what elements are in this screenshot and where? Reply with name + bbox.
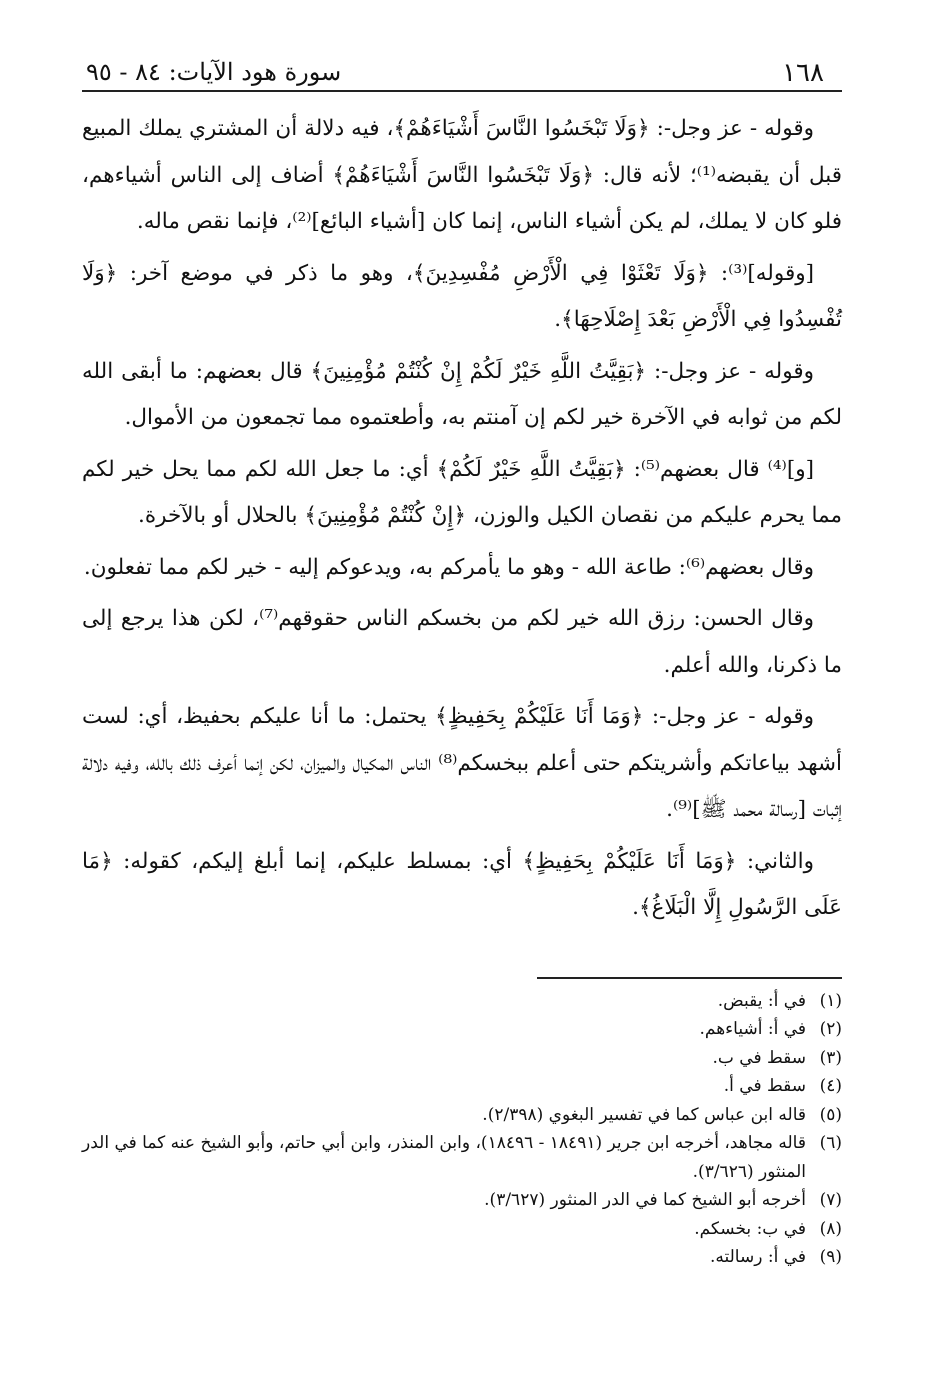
footnote [82, 1215, 842, 1244]
book-page [82, 52, 842, 1272]
footnote-text: في أ: يقبض. [717, 990, 806, 1011]
footnote-text: في أ: أشياءهم. [699, 1019, 806, 1039]
footnote-number: (٧) [819, 1190, 842, 1210]
running-title: سورة هود الآيات: ٨٤ - ٩٥ [86, 58, 342, 86]
paragraph: [وقوله]⁽³⁾: ﴿وَلَا تَعْثَوْا فِي الْأَرْضِ مُفْسِدِينَ﴾، وهو ما ذكر في موضع آخر: ﴿وَلَا تُفْسِدُوا فِي الْأَرْضِ بَعْدَ إِصْلَاحِهَا﴾. [82, 260, 842, 332]
footnote [82, 987, 842, 1016]
footnote-number: (٣) [819, 1047, 842, 1068]
footnote-text: سقط في ب. [712, 1047, 806, 1068]
paragraph: [و]⁽⁴⁾ قال بعضهم⁽⁵⁾: ﴿بَقِيَّتُ اللَّهِ خَيْرٌ لَكُمْ﴾ أي: ما جعل الله لكم مما يحل خير لكم مما يحرم عليكم من نقصان الكيل والوزن، ﴿إِنْ كُنْتُمْ مُؤْمِنِينَ﴾ بالحلال أو بالآخرة. [82, 456, 842, 528]
footnote [82, 1243, 842, 1272]
footnote-text: سقط في أ. [723, 1076, 806, 1096]
paragraph: والثاني: ﴿وَمَا أَنَا عَلَيْكُمْ بِحَفِيظٍ﴾ أي: بمسلط عليكم، إنما أبلغ إليكم، كقوله: ﴿مَا عَلَى الرَّسُولِ إِلَّا الْبَلَاغُ﴾. [82, 848, 842, 920]
footnote [82, 1186, 842, 1215]
paragraph: وقوله - عز وجل-: ﴿بَقِيَّتُ اللَّهِ خَيْرٌ لَكُمْ إِنْ كُنْتُمْ مُؤْمِنِينَ﴾ قال بعضهم: ما أبقى الله لكم من ثوابه في الآخرة خير لكم إن آمنتم به، وأطعتموه مما تجمعون من الأموال. [82, 358, 842, 430]
page-number: ١٦٨ [782, 58, 824, 88]
footnote-number: (١) [819, 990, 842, 1011]
footnote-text: في أ: رسالته. [709, 1247, 806, 1267]
paragraph: وقوله - عز وجل-: ﴿وَلَا تَبْخَسُوا النَّاسَ أَشْيَاءَهُمْ﴾، فيه دلالة أن المشتري يملك المبيع قبل أن يقبضه⁽¹⁾؛ لأنه قال: ﴿وَلَا تَبْخَسُوا النَّاسَ أَشْيَاءَهُمْ﴾ أضاف إلى الناس أشياءهم، فلو كان لا يملك، لم يكن أشياء الناس، إنما كان [أشياء البائع]⁽²⁾، فإنما نقص ماله. [82, 116, 842, 234]
footnote-text: قاله ابن عباس كما في تفسير البغوي (٢/٣٩٨). [482, 1104, 806, 1125]
footnote [82, 1015, 842, 1044]
footnote-divider [537, 977, 842, 979]
paragraph: وقال الحسن: رزق الله خير لكم من بخسكم الناس حقوقهم⁽⁷⁾، لكن هذا يرجع إلى ما ذكرنا، والله أعلم. [82, 606, 842, 678]
footnote-text: في ب: بخسكم. [694, 1218, 806, 1239]
footnote [82, 1044, 842, 1073]
footnote-number: (٨) [819, 1218, 842, 1239]
footnote-number: (٤) [819, 1076, 842, 1096]
footnote-number: (٢) [819, 1019, 842, 1039]
footnote-text: أخرجه أبو الشيخ كما في الدر المنثور (٣/٦٢٧). [484, 1190, 806, 1210]
main-text [82, 106, 842, 932]
footnote [82, 1101, 842, 1130]
footnote [82, 1072, 842, 1101]
footnote-number: (٦) [819, 1133, 842, 1153]
page-header [82, 52, 842, 92]
paragraph: وقال بعضهم⁽⁶⁾: طاعة الله - وهو ما يأمركم به، ويدعوكم إليه - خير لكم مما تفعلون. [83, 554, 814, 580]
footnote-text: قاله مجاهد، أخرجه ابن جرير (١٨٤٩١ - ١٨٤٩٦)، وابن المنذر، وابن أبي حاتم، وأبو الشيخ عنه كما في الدر المنثور (٣/٦٢٦). [82, 1133, 806, 1182]
footnote-number: (٥) [819, 1104, 842, 1125]
footnote [82, 1129, 842, 1186]
footnote-number: (٩) [819, 1247, 842, 1267]
paragraph: وقوله - عز وجل-: ﴿وَمَا أَنَا عَلَيْكُمْ بِحَفِيظٍ﴾ يحتمل: ما أنا عليكم بحفيظ، أي: لست أشهد بياعاتكم وأشريتكم حتى أعلم ببخسكم⁽⁸⁾ الناس المكيال والميزان، لكن إنما أعرف ذلك بالله، وفيه دلالة إثبات [رسالة محمد ﷺ]⁽⁹⁾. [82, 704, 842, 822]
footnotes [82, 987, 842, 1272]
